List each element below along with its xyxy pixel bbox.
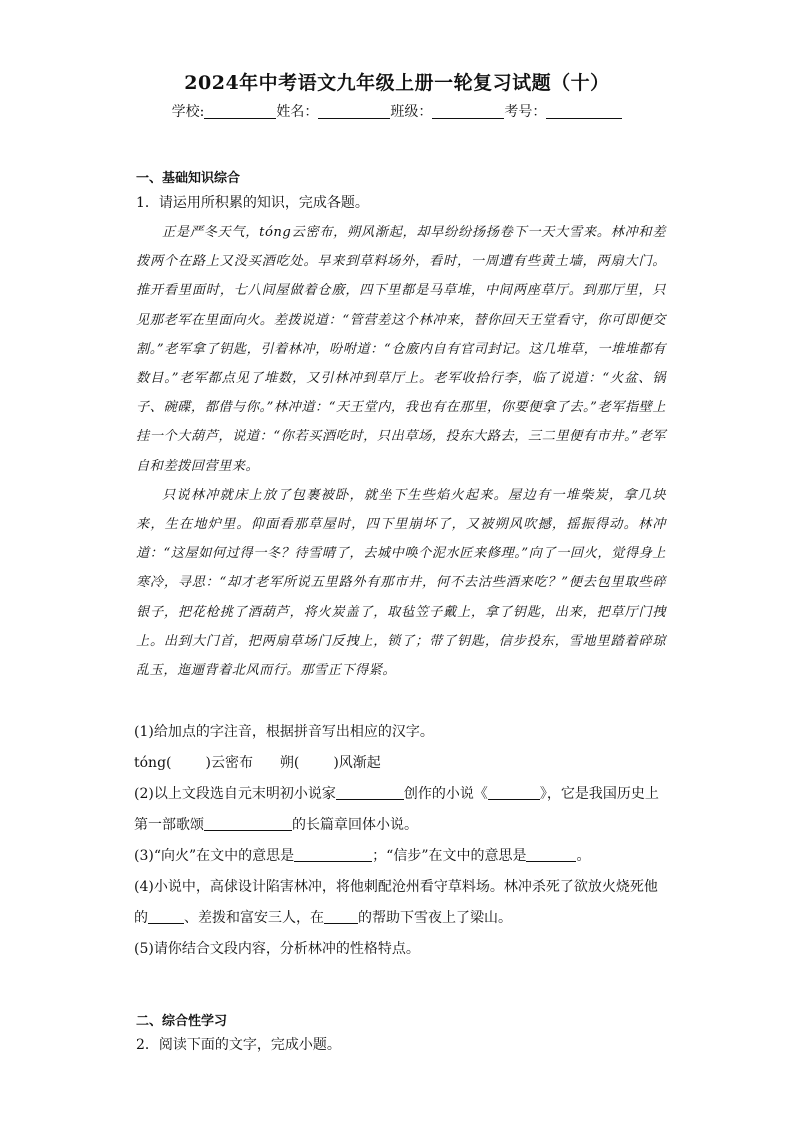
char-shuo: 朔( [279,755,300,771]
author-blank[interactable] [336,785,404,800]
sub-question-3 [134,841,674,872]
helper-blank[interactable] [324,909,358,924]
name-blank[interactable] [318,104,390,119]
sub-question-1-fill [134,748,674,779]
class-label: 班级： [390,104,433,120]
name-label: 姓名： [276,104,319,120]
theme-blank[interactable] [204,816,292,831]
exam-number-blank[interactable] [546,104,622,119]
page-title: 2024年中考语文九年级上册一轮复习试题（十） [184,72,610,94]
passage-paragraph-1: 正是严冬天气，tóng云密布，朔风渐起，却早纷纷扬扬卷下一天大雪来。林冲和差拨两个在路上又没买酒吃处。早来到草料场外，看时，一周遭有些黄土墙，两扇大门。推开看里面时，七八间屋做着仓廒，四下里都是马草堆，中间两座草厅。到那厅里，只见那老军在里面向火。差拨说道：“管营差这个林冲来，替你回天王堂看守，你可即便交割。”老军拿了钥匙，引着林冲，吩咐道：“仓廒内自有官司封记。这几堆草，一堆堆都有数目。”老军都点见了堆数，又引林冲到草厅上。老军收拾行李，临了说道：“火盆、锅子、碗碟，都借与你。”林冲道：“天王堂内，我也有在那里，你要便拿了去。”老军指壁上挂一个大葫芦，说道：“你若买酒吃时，只出草场，投东大路去，三二里便有市井。”老军自和差拨回营里来。 [136,225,666,474]
sub4-text-b: 的 [134,910,148,926]
sub2-text-b: 创作的小说《 [403,786,488,802]
reading-passage [136,218,666,685]
school-label: 学校: [171,104,205,120]
sub2-text-c: 》，它是我国历史上 [539,786,659,802]
sub-question-5: (5)请你结合文段内容，分析林冲的性格特点。 [134,941,420,957]
sub2-text-e: 的长篇章回体小说。 [292,817,418,833]
sub-question-4-line-1: (4)小说中，高俅设计陷害林冲，将他刺配沧州看守草料场。林冲杀死了欲放火烧死他 [134,879,658,895]
sub2-text-a: (2)以上文段选自元末明初小说家 [134,786,336,802]
sub-question-2-line-1 [134,779,674,810]
sub4-text-d: 的帮助下雪夜上了梁山。 [358,910,512,926]
sub-question-1: (1)给加点的字注音，根据拼音写出相应的汉字。 [134,724,434,740]
villain-blank[interactable] [148,909,184,924]
pinyin-tong: tóng( [134,755,172,771]
student-info-line [0,101,794,121]
question-2-stem: 2．阅读下面的文字，完成小题。 [136,1037,341,1053]
sub-question-4-line-2 [134,903,674,934]
sub2-text-d: 第一部歌颂 [134,817,204,833]
sub-question-2-line-2 [134,810,674,841]
class-blank[interactable] [432,104,504,119]
sub4-text-c: 、差拨和富安三人，在 [184,910,324,926]
question-1-stem: 1．请运用所积累的知识，完成各题。 [136,195,369,211]
section-heading-2: 二、综合性学习 [136,1014,228,1029]
passage-paragraph-2: 只说林冲就床上放了包裹被卧，就坐下生些焰火起来。屋边有一堆柴炭，拿几块来，生在地炉里。仰面看那草屋时，四下里崩坏了，又被朔风吹撼，摇振得动。林冲道：“这屋如何过得一冬？待雪晴了，去城中唤个泥水匠来修理。”向了一回火，觉得身上寒冷，寻思：“却才老军所说五里路外有那市井，何不去沽些酒来吃？”便去包里取些碎银子，把花枪挑了酒葫芦，将火炭盖了，取毡笠子戴上，拿了钥匙，出来，把草厅门拽上。出到大门首，把两扇草场门反拽上，锁了；带了钥匙，信步投东，雪地里踏着碎琼乱玉，迤逦背着北风而行。那雪正下得紧。 [136,487,666,679]
school-blank[interactable] [204,104,276,119]
sub3-text-b: ；“信步”在文中的意思是 [372,848,527,864]
xianghuo-blank[interactable] [294,847,372,862]
sub3-text-c: 。 [576,848,591,864]
xinbu-blank[interactable] [526,847,576,862]
tong-suffix: )云密布 [205,755,253,771]
exam-number-label: 考号： [504,104,547,120]
sub3-text-a: (3)“向火”在文中的意思是 [134,848,295,864]
shuo-suffix: )风渐起 [333,755,381,771]
novel-title-blank[interactable] [488,785,540,800]
sub-questions [134,717,674,965]
section-heading-1: 一、基础知识综合 [136,171,241,186]
